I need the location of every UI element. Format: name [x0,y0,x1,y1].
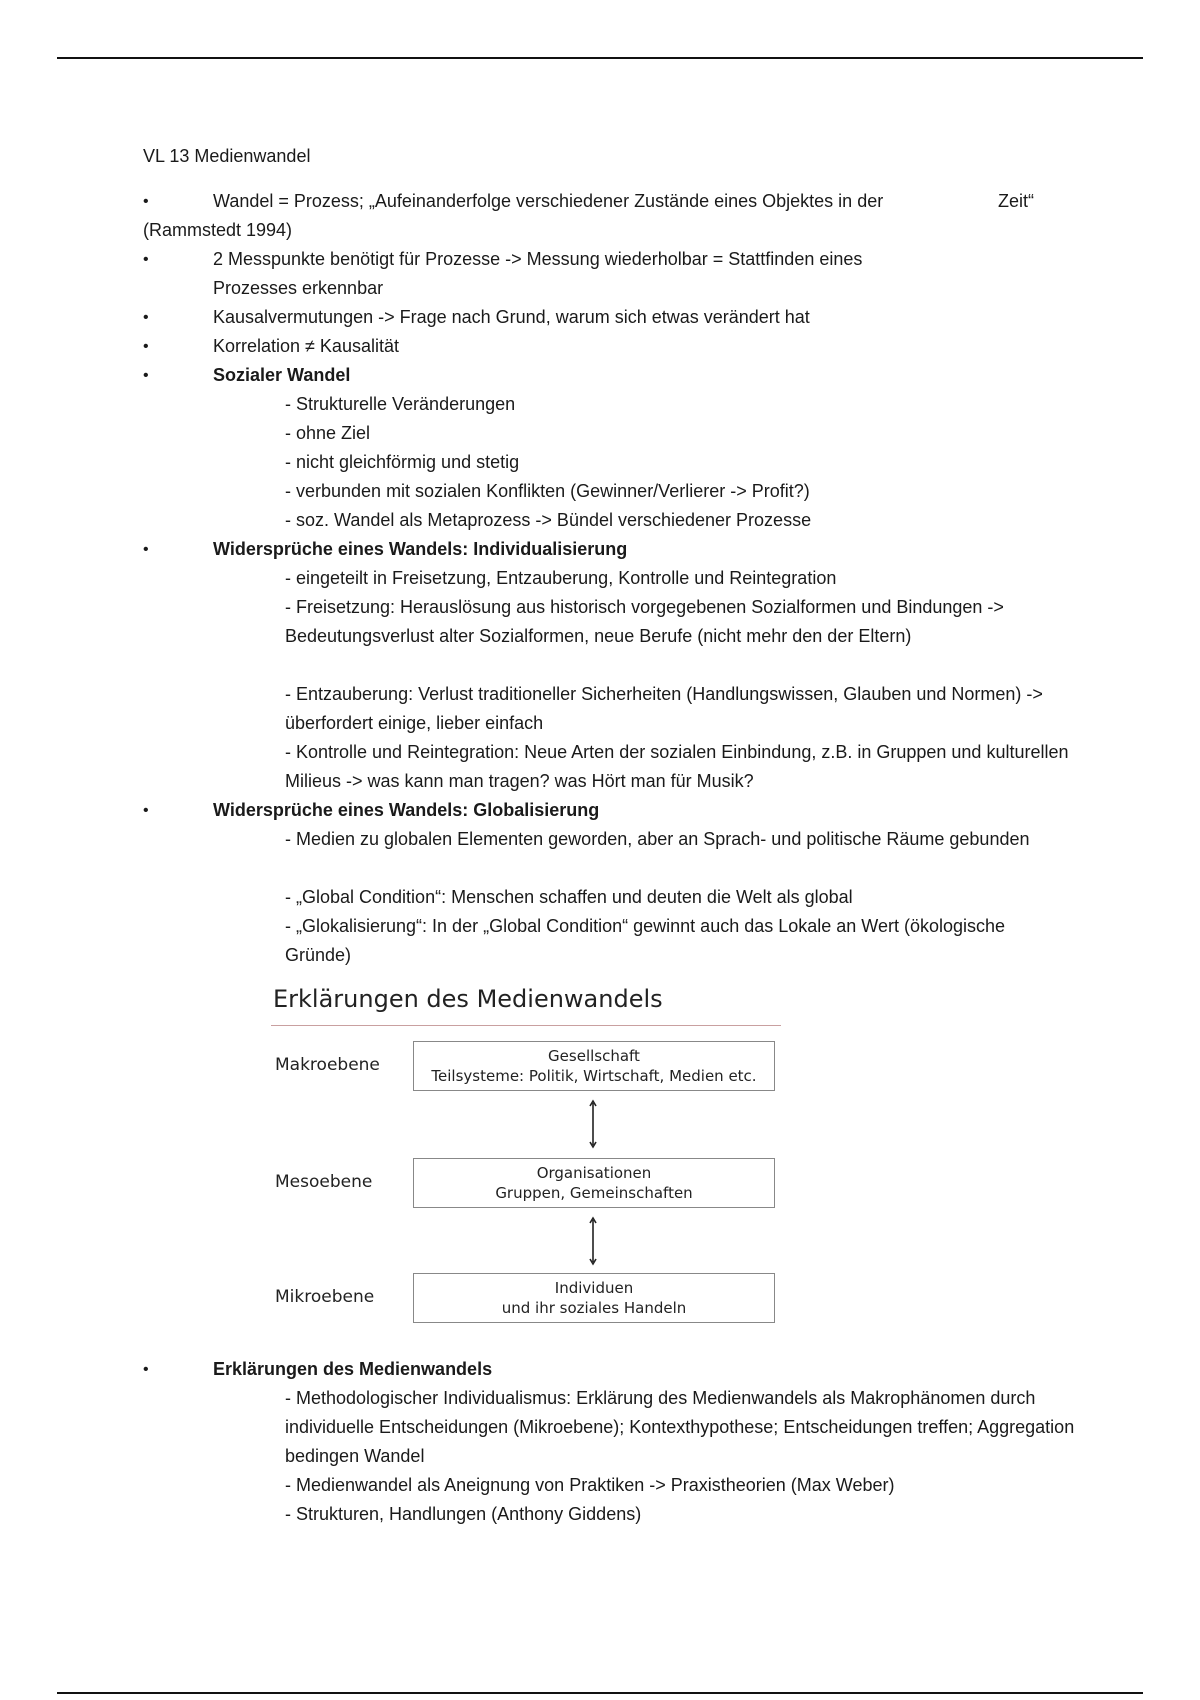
box-meso: Organisationen Gruppen, Gemeinschaften [413,1158,775,1208]
box-makro: Gesellschaft Teilsysteme: Politik, Wirtschaft, Medien etc. [413,1041,775,1091]
box-mikro: Individuen und ihr soziales Handeln [413,1273,775,1323]
bullet-icon: • [143,251,149,268]
double-arrow-icon [589,1216,597,1266]
level-label-mikro: Mikroebene [275,1287,375,1307]
bullet-icon: • [143,338,149,355]
bullet-icon: • [143,541,149,558]
double-arrow-icon [589,1099,597,1149]
diagram-title-rule [271,1025,781,1026]
medienwandel-diagram [263,975,783,1335]
bottom-rule [57,1692,1143,1694]
bullet-icon: • [143,802,149,819]
level-label-meso: Mesoebene [275,1172,373,1192]
bullet-icon: • [143,1361,149,1378]
diagram-title: Erklärungen des Medienwandels [273,985,663,1013]
top-rule [57,57,1143,59]
bullet-icon: • [143,193,149,210]
page-title: VL 13 Medienwandel [143,146,311,166]
bullet-icon: • [143,367,149,384]
level-label-makro: Makroebene [275,1055,380,1075]
bullet-icon: • [143,309,149,326]
